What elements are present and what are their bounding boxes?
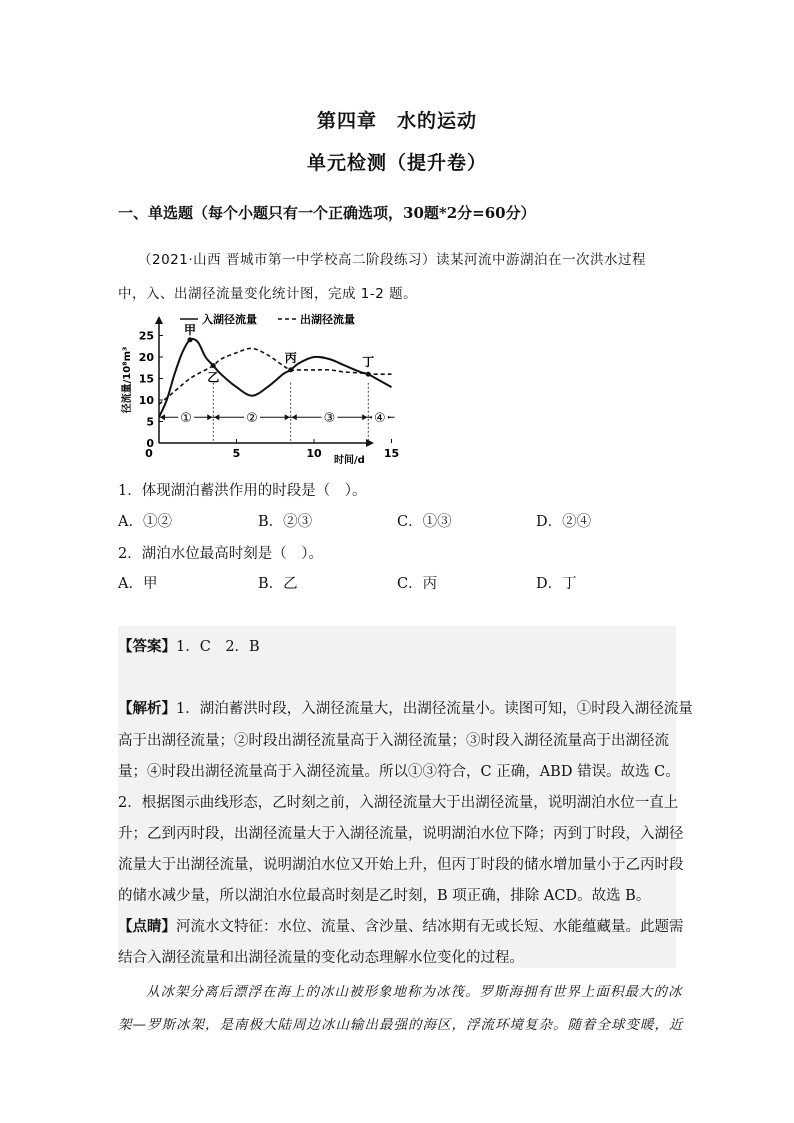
answer-label: 【答案】 bbox=[118, 638, 176, 655]
answer-line bbox=[118, 635, 260, 656]
tip-text-1: 河流水文特征：水位、流量、含沙量、结冰期有无或长短、水能蕴藏量。此题需 bbox=[176, 919, 684, 935]
y-tick-label: 0 bbox=[146, 437, 154, 450]
analysis-line-1 bbox=[118, 697, 693, 718]
y-tick-label: 5 bbox=[146, 415, 154, 429]
x-axis-label: 时间/d bbox=[334, 455, 365, 466]
point-marker bbox=[288, 367, 293, 372]
question-1-option-a: A．①② bbox=[118, 514, 172, 530]
page-title: 第四章 水的运动 bbox=[316, 110, 477, 132]
question-1-stem: 1．体现湖泊蓄洪作用的时段是（ ）。 bbox=[118, 483, 367, 499]
question-intro-line-2: 中，入、出湖径流量变化统计图，完成 1-2 题。 bbox=[118, 286, 418, 302]
period-label: ① bbox=[180, 411, 192, 427]
period-arrow-left bbox=[214, 414, 219, 420]
question-1-option-b: B．②③ bbox=[258, 514, 313, 530]
analysis-line-7: 的储水减少量，所以湖泊水位最高时刻是乙时刻，B 项正确，排除 ACD。故选 B。 bbox=[118, 888, 651, 904]
x-axis-arrow bbox=[366, 439, 374, 447]
period-arrow-right bbox=[207, 414, 212, 420]
y-axis-label: 径流量/10⁸m³ bbox=[122, 346, 133, 414]
period-arrow-left bbox=[292, 414, 297, 420]
question-intro-line-1: （2021·山西 晋城市第一中学校高二阶段练习）读某河流中游湖泊在一次洪水过程 bbox=[138, 252, 646, 268]
question-2-option-b: B．乙 bbox=[258, 576, 298, 592]
analysis-line-6: 流量大于出湖径流量，说明湖泊水位又开始上升，但丙丁时段的储水增加量小于乙丙时段 bbox=[118, 857, 684, 873]
analysis-line-5: 升；乙到丙时段，出湖径流量大于入湖径流量，说明湖泊水位下降；丙到丁时段，入湖径 bbox=[118, 826, 684, 842]
analysis-label: 【解析】 bbox=[118, 700, 176, 717]
analysis-line-4: 2．根据图示曲线形态，乙时刻之前，入湖径流量大于出湖径流量，说明湖泊水位一直上 bbox=[118, 795, 679, 811]
passage-line-1: 从冰架分离后漂浮在海上的冰山被形象地称为冰筏。罗斯海拥有世界上面积最大的冰 bbox=[146, 984, 683, 1000]
chart-legend bbox=[180, 312, 355, 326]
analysis-text-1: 1．湖泊蓄洪时段，入湖径流量大，出湖径流量小。读图可知，①时段入湖径流量 bbox=[176, 701, 693, 717]
question-1-option-c: C．①③ bbox=[397, 514, 452, 530]
analysis-line-3: 量；④时段出湖径流量高于入湖径流量。所以①③符合，C 正确，ABD 错误。故选 C。 bbox=[118, 764, 680, 780]
runoff-chart bbox=[116, 308, 400, 468]
legend-inflow-label: 入湖径流量 bbox=[202, 313, 257, 326]
answer-text: 1．C 2．B bbox=[176, 639, 260, 655]
page-subtitle: 单元检测（提升卷） bbox=[306, 152, 487, 174]
question-2-option-a: A．甲 bbox=[118, 576, 158, 592]
x-tick-label: 5 bbox=[232, 447, 241, 460]
tip-line-2: 结合入湖径流量和出湖径流量的变化动态理解水位变化的过程。 bbox=[118, 950, 524, 966]
tip-label: 【点睛】 bbox=[118, 918, 176, 935]
x-tick-label: 10 bbox=[306, 447, 322, 460]
passage-line-2: 架—罗斯冰架，是南极大陆周边冰山输出最强的海区，浮流环境复杂。随着全球变暖，近 bbox=[118, 1017, 684, 1033]
legend-outflow-label: 出湖径流量 bbox=[300, 313, 355, 326]
section-heading: 一、单选题（每个小题只有一个正确选项，30题*2分=60分） bbox=[118, 204, 536, 222]
period-label: ③ bbox=[323, 411, 336, 427]
point-label: 丙 bbox=[284, 350, 297, 365]
point-marker bbox=[188, 337, 193, 342]
point-label: 甲 bbox=[184, 322, 197, 337]
point-label: 乙 bbox=[207, 370, 220, 385]
question-2-option-c: C．丙 bbox=[397, 576, 438, 592]
period-label: ② bbox=[246, 411, 258, 427]
period-arrow-right bbox=[362, 414, 367, 420]
series-inflow-line bbox=[159, 339, 392, 417]
point-marker bbox=[366, 372, 371, 377]
y-tick-label: 15 bbox=[138, 372, 154, 386]
tip-line-1 bbox=[118, 915, 684, 936]
x-tick-label: 0 bbox=[145, 447, 153, 460]
point-label: 丁 bbox=[362, 355, 375, 370]
x-tick-label: 15 bbox=[383, 447, 400, 460]
question-2-stem: 2．湖泊水位最高时刻是（ ）。 bbox=[118, 546, 323, 562]
period-arrow-right bbox=[285, 414, 290, 420]
question-2-option-d: D．丁 bbox=[536, 576, 577, 592]
period-label: ④ bbox=[374, 411, 386, 427]
y-tick-label: 20 bbox=[138, 351, 154, 364]
series-outflow-line bbox=[159, 348, 392, 404]
analysis-line-2: 高于出湖径流量；②时段出湖径流量高于入湖径流量；③时段入湖径流量高于出湖径流 bbox=[118, 733, 669, 749]
point-marker bbox=[211, 363, 216, 368]
y-tick-label: 10 bbox=[138, 394, 154, 407]
y-tick-label: 25 bbox=[138, 329, 154, 343]
question-1-option-d: D．②④ bbox=[536, 514, 592, 530]
y-axis-arrow bbox=[155, 316, 163, 324]
